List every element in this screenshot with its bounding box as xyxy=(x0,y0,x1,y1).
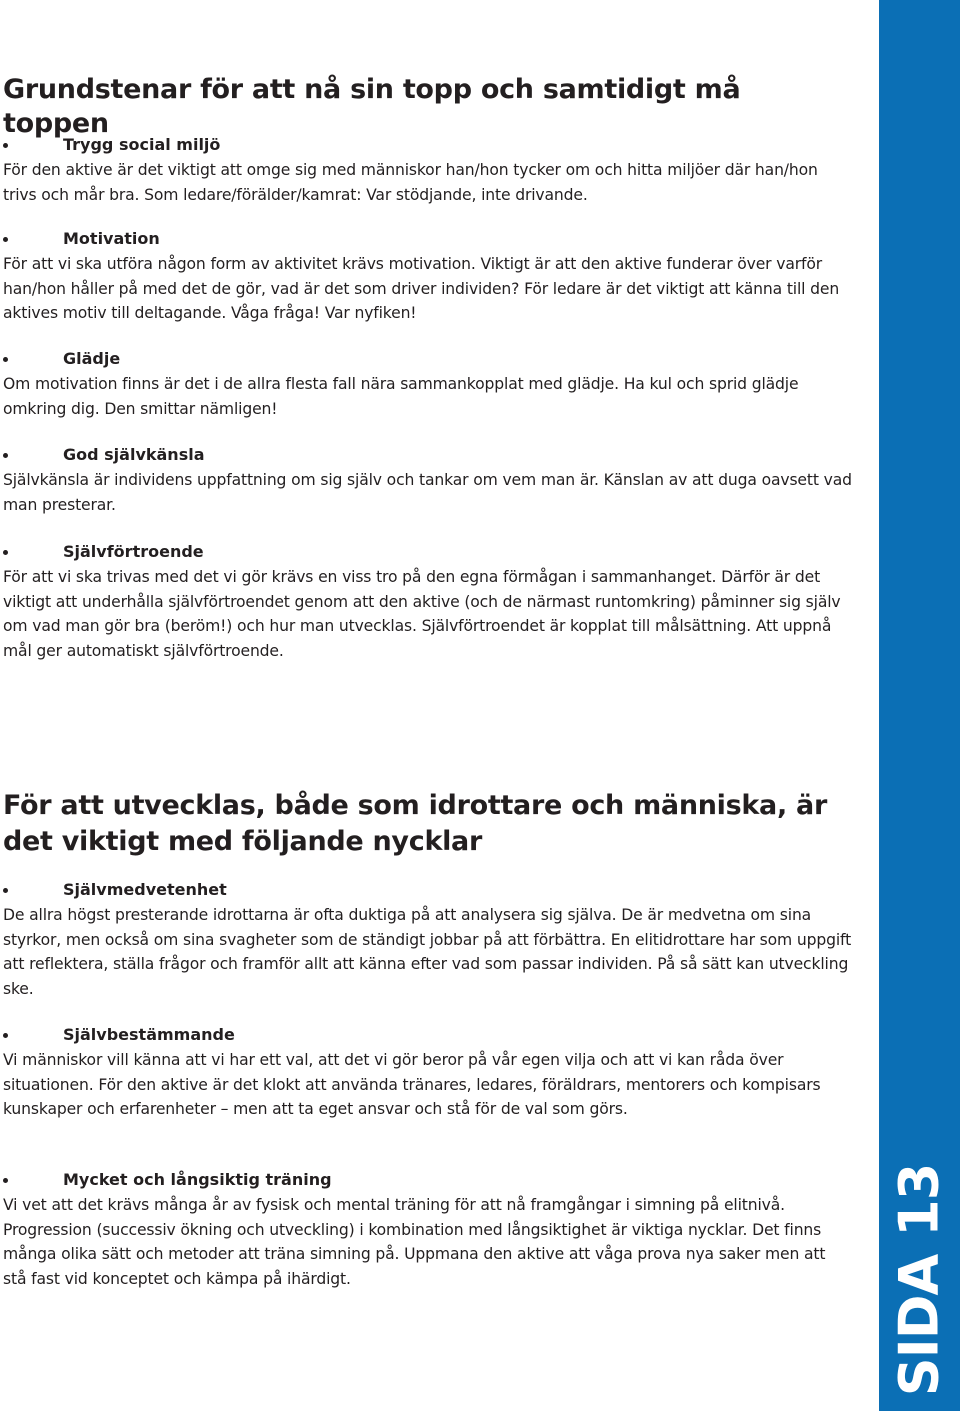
page-title: Grundstenar för att nå sin topp och samtidigt må toppen xyxy=(3,74,741,139)
section-title: Mycket och långsiktig träning xyxy=(3,1169,853,1191)
bullet-icon xyxy=(3,550,8,555)
section-text: För att vi ska trivas med det vi gör krävs en viss tro på den egna förmågan i sammanhanget. Därför är det viktigt att underhålla självförtroendet genom att den aktive (och de närmast runtomkring) påminner sig själv om vad man gör bra (beröm!) och hur man utvecklas. Självförtroendet är kopplat till målsättning. Att uppnå mål ger automatiskt självförtroende. xyxy=(3,568,841,660)
bullet-icon xyxy=(3,1033,8,1038)
bullet-icon xyxy=(3,453,8,458)
page-number-label: SIDA 13 xyxy=(887,1163,951,1397)
section-text: Självkänsla är individens uppfattning om sig själv och tankar om vem man är. Känslan av att duga oavsett vad man presterar. xyxy=(3,471,852,514)
section-motivation xyxy=(3,228,853,326)
section-text: Vi vet att det krävs många år av fysisk och mental träning för att nå framgångar i simning på elitnivå. Progression (successiv ökning och utveckling) i kombination med långsiktighet är viktiga nycklar. Det finns många olika sätt och metoder att träna simning på. Uppmana den aktive att våga prova nya saker men att stå fast vid konceptet och kämpa på ihärdigt. xyxy=(3,1196,826,1288)
section-god-sjalvkansla xyxy=(3,444,853,517)
section-mycket-och-langsiktig-traning xyxy=(3,1169,853,1291)
section-text: Vi människor vill känna att vi har ett val, att det vi gör beror på vår egen vilja och att vi kan råda över situationen. För den aktive är det klokt att använda tränares, ledares, föräldrars, mentorers och kompisars kunskaper och erfarenheter – men att ta eget ansvar och stå för de val som görs. xyxy=(3,1051,821,1118)
section-heading: För att utvecklas, både som idrottare och människa, är det viktigt med följande nycklar xyxy=(3,790,827,857)
section-gladje xyxy=(3,348,853,421)
section-title: Självförtroende xyxy=(3,541,853,563)
section-title: Självbestämmande xyxy=(3,1024,853,1046)
page-sidebar xyxy=(879,0,960,1411)
section-title: Glädje xyxy=(3,348,853,370)
section-title: Motivation xyxy=(3,228,853,250)
bullet-icon xyxy=(3,888,8,893)
section-trygg-social-miljo xyxy=(3,134,853,207)
section-title: Trygg social miljö xyxy=(3,134,853,156)
section-sjalvfortroende xyxy=(3,541,853,663)
section-sjalvbestammande xyxy=(3,1024,853,1122)
bullet-icon xyxy=(3,143,8,148)
section-sjalvmedvetenhet xyxy=(3,879,853,1001)
section-title: God självkänsla xyxy=(3,444,853,466)
section-text: För den aktive är det viktigt att omge sig med människor han/hon tycker om och hitta miljöer där han/hon trivs och mår bra. Som ledare/förälder/kamrat: Var stödjande, inte drivande. xyxy=(3,161,818,204)
bullet-icon xyxy=(3,237,8,242)
section-text: Om motivation finns är det i de allra flesta fall nära sammankopplat med glädje. Ha kul och sprid glädje omkring dig. Den smittar nämligen! xyxy=(3,375,799,418)
bullet-icon xyxy=(3,1178,8,1183)
section-title: Självmedvetenhet xyxy=(3,879,853,901)
section-text: De allra högst presterande idrottarna är ofta duktiga på att analysera sig själva. De är medvetna om sina styrkor, men också om sina svagheter som de ständigt jobbar på att förbättra. En elitidrottare har som uppgift att reflektera, ställa frågor och framför allt att känna efter vad som passar individen. På så sätt kan utveckling ske. xyxy=(3,906,852,998)
bullet-icon xyxy=(3,357,8,362)
section-text: För att vi ska utföra någon form av aktivitet krävs motivation. Viktigt är att den aktive funderar över varför han/hon håller på med det de gör, vad är det som driver individen? För ledare är det viktigt att känna till den aktives motiv till deltagande. Våga fråga! Var nyfiken! xyxy=(3,255,840,322)
